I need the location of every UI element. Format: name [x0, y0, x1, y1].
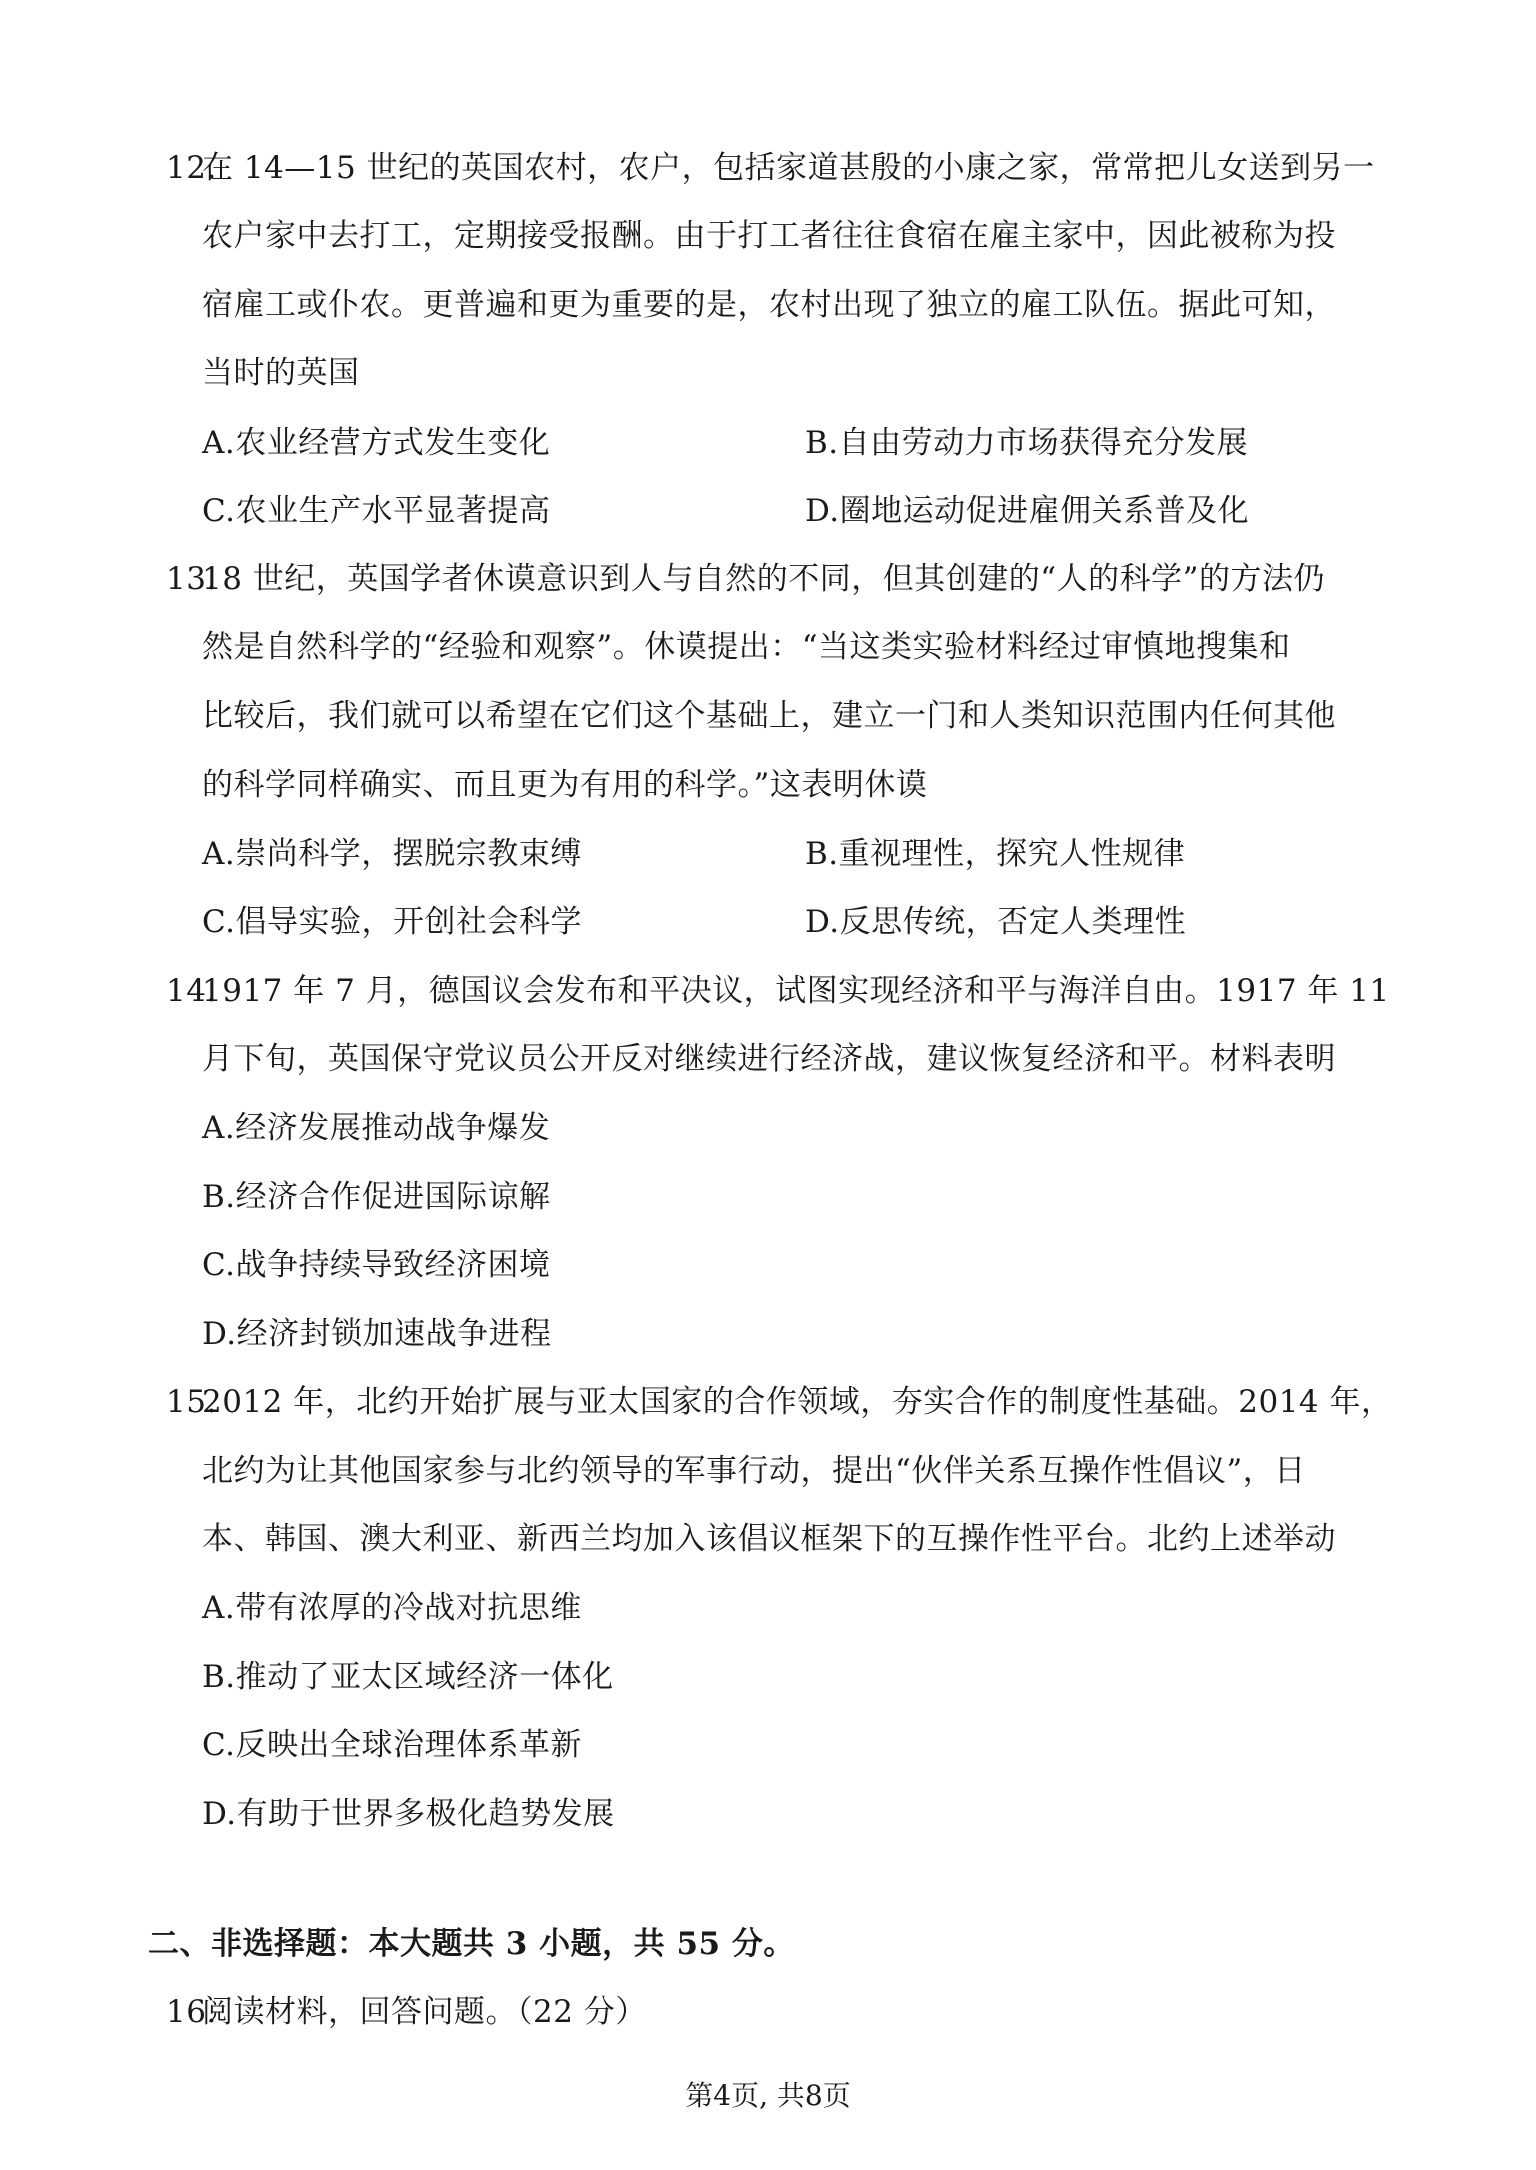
question-text-line: 宿雇工或仆农。更普遍和更为重要的是，农村出现了独立的雇工队伍。据此可知， — [202, 287, 1336, 323]
option-c: C.战争持续导致经济困境 — [202, 1247, 551, 1283]
question-text-line: 比较后，我们就可以希望在它们这个基础上，建立一门和人类知识范围内任何其他 — [202, 698, 1336, 734]
question-text-line: 2012 年，北约开始扩展与亚太国家的合作领域，夯实合作的制度性基础。2014 年， — [202, 1384, 1393, 1420]
option-c: C.反映出全球治理体系革新 — [202, 1727, 582, 1763]
option-d: D.经济封锁加速战争进程 — [202, 1316, 552, 1352]
option-b: B.推动了亚太区域经济一体化 — [202, 1659, 614, 1695]
question-text-line: 然是自然科学的“经验和观察”。休谟提出：“当这类实验材料经过审慎地搜集和 — [202, 629, 1291, 665]
section-heading: 二、非选择题：本大题共 3 小题，共 55 分。 — [148, 1926, 795, 1962]
question-number: 14. — [166, 973, 217, 1009]
question-text-line: 1917 年 7 月，德国议会发布和平决议，试图实现经济和平与海洋自由。1917 年 11 — [202, 973, 1390, 1009]
page-footer: 第4页, 共8页 — [685, 2079, 851, 2112]
question-number: 15. — [166, 1384, 217, 1420]
question-text-line: 阅读材料，回答问题。（22 分） — [202, 1994, 647, 2030]
option-b: B.重视理性，探究人性规律 — [805, 836, 1186, 872]
question-text-line: 农户家中去打工，定期接受报酬。由于打工者往往食宿在雇主家中，因此被称为投 — [202, 218, 1336, 254]
question-text-line: 18 世纪，英国学者休谟意识到人与自然的不同，但其创建的“人的科学”的方法仍 — [202, 561, 1325, 597]
question-text-line: 北约为让其他国家参与北约领导的军事行动，提出“伙伴关系互操作性倡议”，日 — [202, 1453, 1306, 1489]
question-text-line: 在 14—15 世纪的英国农村，农户，包括家道甚殷的小康之家，常常把儿女送到另一 — [202, 150, 1375, 186]
option-d: D.圈地运动促进雇佣关系普及化 — [805, 493, 1250, 529]
option-a: A.农业经营方式发生变化 — [202, 425, 551, 461]
option-a: A.带有浓厚的冷战对抗思维 — [202, 1590, 582, 1626]
option-c: C.倡导实验，开创社会科学 — [202, 904, 582, 940]
option-d: D.反思传统，否定人类理性 — [805, 904, 1187, 940]
question-text-line: 的科学同样确实、而且更为有用的科学。”这表明休谟 — [202, 767, 928, 803]
option-b: B.经济合作促进国际谅解 — [202, 1179, 551, 1215]
option-b: B.自由劳动力市场获得充分发展 — [805, 425, 1249, 461]
question-number: 16. — [166, 1994, 217, 2030]
question-text-line: 当时的英国 — [202, 355, 360, 391]
question-number: 13. — [166, 561, 217, 597]
option-a: A.经济发展推动战争爆发 — [202, 1110, 551, 1146]
question-text-line: 本、韩国、澳大利亚、新西兰均加入该倡议框架下的互操作性平台。北约上述举动 — [202, 1521, 1336, 1557]
question-number: 12. — [166, 150, 217, 186]
question-text-line: 月下旬，英国保守党议员公开反对继续进行经济战，建议恢复经济和平。材料表明 — [202, 1041, 1336, 1077]
option-d: D.有助于世界多极化趋势发展 — [202, 1796, 615, 1832]
option-c: C.农业生产水平显著提高 — [202, 493, 551, 529]
option-a: A.崇尚科学，摆脱宗教束缚 — [202, 836, 582, 872]
